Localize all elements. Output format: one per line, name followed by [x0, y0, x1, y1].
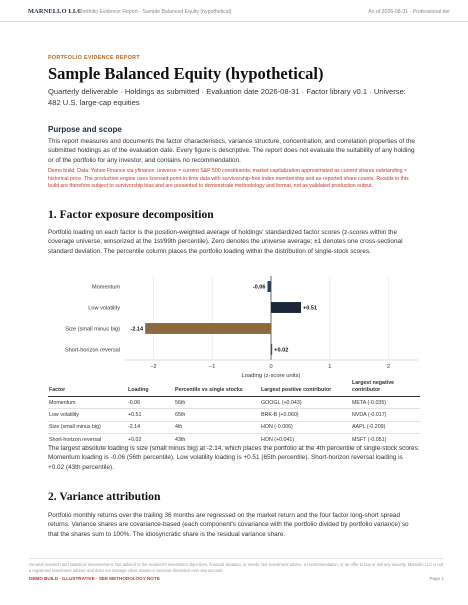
table-cell: 43th: [174, 434, 260, 446]
table-cell: AAPL (-0.209): [351, 421, 420, 433]
category-label: Size (small minus big): [65, 326, 120, 333]
table-cell: NVDA (-0.017): [351, 409, 420, 421]
section-1-summary: The largest absolute loading is size (small minus big) at -2.14, which places the portfolio at the 4th percentile of single-stock scores. Momentum loading is -0.06 (56th percentile). Low volatility loading is +0.51 (65th percentile). Short-horizon reversal loading is +0.02 (43th percentile).: [48, 445, 420, 471]
table-row: [48, 421, 420, 433]
report-header-bar: [0, 0, 468, 22]
category-label: Low volatility: [88, 305, 120, 312]
x-tick-label: −1: [209, 364, 216, 370]
table-cell: GOOGL (+0.043): [260, 397, 351, 409]
x-tick-label: 0: [269, 364, 273, 370]
data-label: -0.06: [252, 284, 266, 291]
table-cell: Low volatility: [48, 409, 127, 421]
table-cell: Size (small minus big): [48, 421, 127, 433]
table-cell: MSFT (-0.051): [351, 434, 420, 446]
table-cell: +0.02: [127, 434, 174, 446]
column-header: Loading: [127, 378, 174, 397]
table-row: [48, 409, 420, 421]
report-label: Portfolio Evidence Report · Sample Balanced Equity (hypothetical): [79, 9, 232, 15]
table-row: [48, 397, 420, 409]
column-header: Largest positive contributor: [260, 378, 351, 397]
table-cell: -0.06: [127, 397, 174, 409]
as-of-label: As of 2026-08-31 · Professional tier: [368, 9, 450, 15]
section-2-heading: 2. Variance attribution: [48, 490, 161, 503]
table-cell: META (-0.035): [351, 397, 420, 409]
x-axis-label: Loading (z-score units): [241, 373, 301, 378]
factor-exposure-chart: [48, 272, 420, 378]
brand-name: MARNELLO LLC: [28, 8, 83, 15]
footer-disclaimer: General research and statistical measurement. Not tailored to the recipient's investment objectives, financial situation, or needs. Not investment advice, a recommendation, or an offer to buy or sell any security. Marnello LLC is not a registered investment adviser and does not manage client assets or exercise discretion over any account.: [29, 562, 444, 573]
x-tick-label: 1: [328, 364, 332, 370]
section-1-heading: 1. Factor exposure decomposition: [48, 208, 214, 221]
x-tick-label: −2: [150, 364, 157, 370]
bar: [145, 323, 271, 334]
table-cell: HON (-0.006): [260, 421, 351, 433]
table-cell: HON (+0.041): [260, 434, 351, 446]
purpose-body: This report measures and documents the factor characteristics, variance structure, concentration, and correlation properties of the submitted holdings as of the evaluation date. Every figure is descriptive. The report does not evaluate the suitability of any holding or of the portfolio for any investor, and contains no recommendation.: [48, 138, 415, 164]
footer-divider: [29, 558, 444, 559]
category-label: Momentum: [92, 284, 120, 291]
section-2-body: Portfolio monthly returns over the trailing 36 months are regressed on the market return and the four factor long-short spread returns. Variance shares are covariance-based (each component's covariance with the portfolio divided by portfolio variance) so that the shares sum to 100%. The idiosyncratic share is the residual variance share.: [48, 512, 409, 538]
table-cell: Short-horizon reversal: [48, 434, 127, 446]
table-cell: -2.14: [127, 421, 174, 433]
page-number: Page 1: [429, 576, 444, 581]
bar: [271, 344, 272, 355]
table-cell: +0.51: [127, 409, 174, 421]
table-cell: 65th: [174, 409, 260, 421]
section-1-intro: Portfolio loading on each factor is the position-weighted average of holdings' standardized factor scores (z-scores within the coverage universe, winsorized at the 1st/99th percentile). Zero denotes the universe average; ±1 denotes one cross-sectional standard deviation. The percentile column places the portfolio loading within the distribution of single-stock scores.: [48, 229, 403, 255]
purpose-heading: Purpose and scope: [48, 125, 122, 134]
data-label: -2.14: [130, 326, 144, 333]
table-header-row: [48, 378, 420, 397]
bar: [267, 281, 271, 292]
table-cell: BRK-B (+0.060): [260, 409, 351, 421]
column-header: Percentile vs single stocks: [174, 378, 260, 397]
footer-demo-label: DEMO BUILD · ILLUSTRATIVE · SEE METHODOLOGY NOTE: [29, 576, 160, 581]
factor-table: [48, 378, 420, 447]
table-cell: 4th: [174, 421, 260, 433]
page-subtitle: Quarterly deliverable · Holdings as submitted · Evaluation date 2026-08-31 · Factor library v0.1 · Universe: 482 U.S. large-cap equities: [48, 87, 406, 107]
page-title: Sample Balanced Equity (hypothetical): [48, 64, 324, 83]
demo-build-note: Demo build. Data: Yahoo Finance via yfinance; universe = current S&P 500 constituents; market capitalization approximated as current shares outstanding × historical price. The production engine uses licensed point-in-time data with survivorship-free index membership and as-reported share counts. Results in this build are therefore subject to survivorship bias and are presented to demonstrate methodology and format, not as validated production output.: [48, 168, 409, 190]
table-cell: 56th: [174, 397, 260, 409]
column-header: Largest negative contributor: [351, 378, 420, 397]
category-label: Short-horizon reversal: [64, 347, 120, 354]
x-tick-label: 2: [387, 364, 391, 370]
data-label: +0.02: [274, 347, 289, 354]
eyebrow-label: PORTFOLIO EVIDENCE REPORT: [48, 55, 140, 61]
table-cell: Momentum: [48, 397, 127, 409]
data-label: +0.51: [302, 305, 318, 312]
column-header: Factor: [48, 378, 127, 397]
bar: [271, 302, 301, 313]
